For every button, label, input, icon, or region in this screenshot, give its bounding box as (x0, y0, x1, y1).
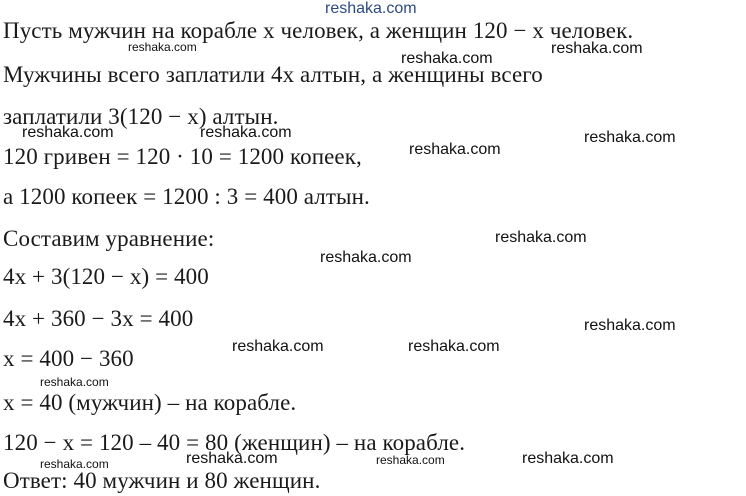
text-line-2: Мужчины всего заплатили 4x алтын, а женщины всего (3, 62, 543, 87)
watermark: reshaka.com (584, 129, 676, 146)
text-line-8: 4x + 360 − 3x = 400 (3, 306, 194, 331)
text-line-7: 4x + 3(120 − x) = 400 (3, 264, 209, 289)
watermark: reshaka.com (401, 50, 493, 67)
watermark: reshaka.com (22, 124, 114, 141)
watermark: reshaka.com (128, 40, 197, 54)
watermark: reshaka.com (186, 450, 278, 467)
watermark: reshaka.com (376, 453, 445, 467)
text-line-12: Ответ: 40 мужчин и 80 женщин. (3, 468, 321, 493)
text-line-5: а 1200 копеек = 1200 : 3 = 400 алтын. (3, 184, 370, 209)
text-line-4: 120 гривен = 120 · 10 = 1200 копеек, (3, 144, 362, 169)
text-line-10: x = 40 (мужчин) – на корабле. (3, 390, 297, 415)
watermark: reshaka.com (325, 0, 417, 17)
text-line-3: заплатили 3(120 − x) алтын. (3, 104, 279, 129)
watermark: reshaka.com (584, 317, 676, 334)
watermark: reshaka.com (522, 450, 614, 467)
watermark: reshaka.com (409, 141, 501, 158)
text-line-1: Пусть мужчин на корабле x человек, а женщин 120 − x человек. (3, 18, 634, 43)
watermark: reshaka.com (40, 457, 109, 471)
watermark: reshaka.com (320, 249, 412, 266)
text-line-6: Составим уравнение: (3, 226, 215, 251)
text-line-9: x = 400 − 360 (3, 346, 134, 371)
text-line-11: 120 − x = 120 – 40 = 80 (женщин) – на корабле. (3, 430, 466, 455)
watermark: reshaka.com (200, 124, 292, 141)
watermark: reshaka.com (40, 375, 109, 389)
watermark: reshaka.com (232, 338, 324, 355)
watermark: reshaka.com (408, 338, 500, 355)
watermark: reshaka.com (551, 40, 643, 57)
watermark: reshaka.com (495, 229, 587, 246)
